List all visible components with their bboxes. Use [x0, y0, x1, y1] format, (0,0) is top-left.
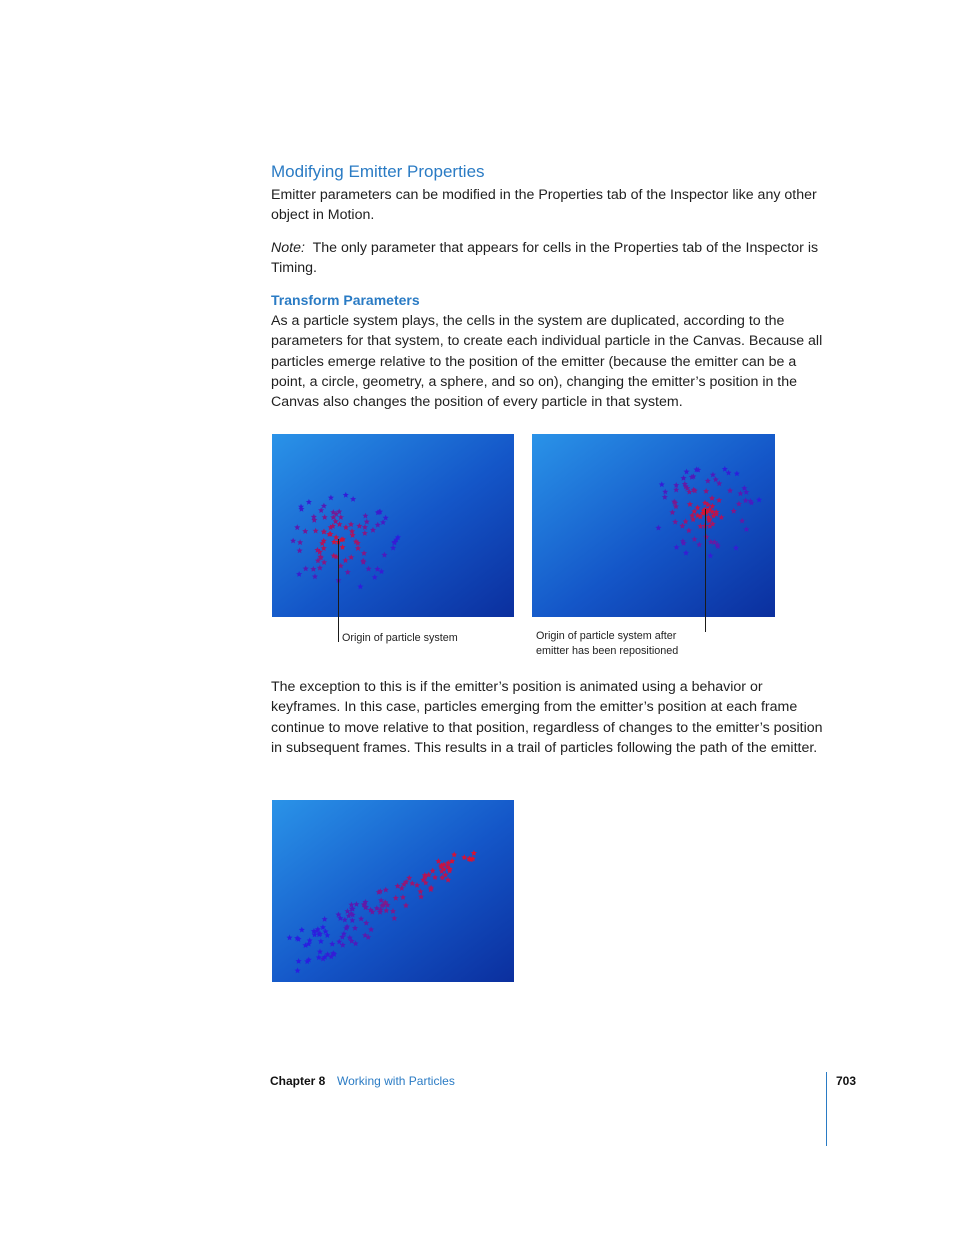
footer-chapter-title: Working with Particles [337, 1074, 455, 1088]
canvas-image-repositioned [532, 434, 775, 617]
intro-paragraph: Emitter parameters can be modified in the Properties tab of the Inspector like any other object in Motion. [271, 187, 817, 224]
footer-divider [826, 1072, 827, 1146]
canvas-background [272, 800, 514, 982]
leader-line-left [338, 539, 339, 642]
leader-line-right [705, 509, 706, 632]
particle-system-original [272, 434, 514, 617]
note-paragraph [271, 238, 827, 279]
note-label: Note: [271, 240, 305, 256]
caption-origin-repositioned: Origin of particle system after emitter has been repositioned [536, 630, 679, 657]
footer-chapter: Chapter 8 [270, 1074, 326, 1088]
caption-origin: Origin of particle system [342, 632, 458, 644]
page-number: 703 [836, 1074, 857, 1088]
canvas-image-trail [272, 800, 514, 982]
transform-paragraph: As a particle system plays, the cells in the system are duplicated, according to the parameters for that system, to create each individual particle in the Canvas. Because all particles emerge relative to the position of the emitter (because the emitter can be a point, a circle, geometry, a sphere, and so on), changing the emitter’s position in the Canvas also changes the position of every particle in that system. [271, 313, 823, 411]
section-title: Modifying Emitter Properties [271, 162, 485, 181]
particle-system-repositioned [532, 434, 775, 617]
canvas-background [532, 434, 775, 617]
particle-trail [272, 800, 514, 982]
canvas-background [272, 434, 514, 617]
note-text: The only parameter that appears for cells in the Properties tab of the Inspector is Timing. [271, 240, 819, 277]
exception-paragraph: The exception to this is if the emitter’s position is animated using a behavior or keyframes. In this case, particles emerging from the emitter’s position at each frame continue to move relative to that position, regardless of changes to the emitter’s position in subsequent frames. This results in a trail of particles following the path of the emitter. [271, 679, 823, 756]
canvas-image-original [272, 434, 514, 617]
subsection-title: Transform Parameters [271, 292, 420, 308]
